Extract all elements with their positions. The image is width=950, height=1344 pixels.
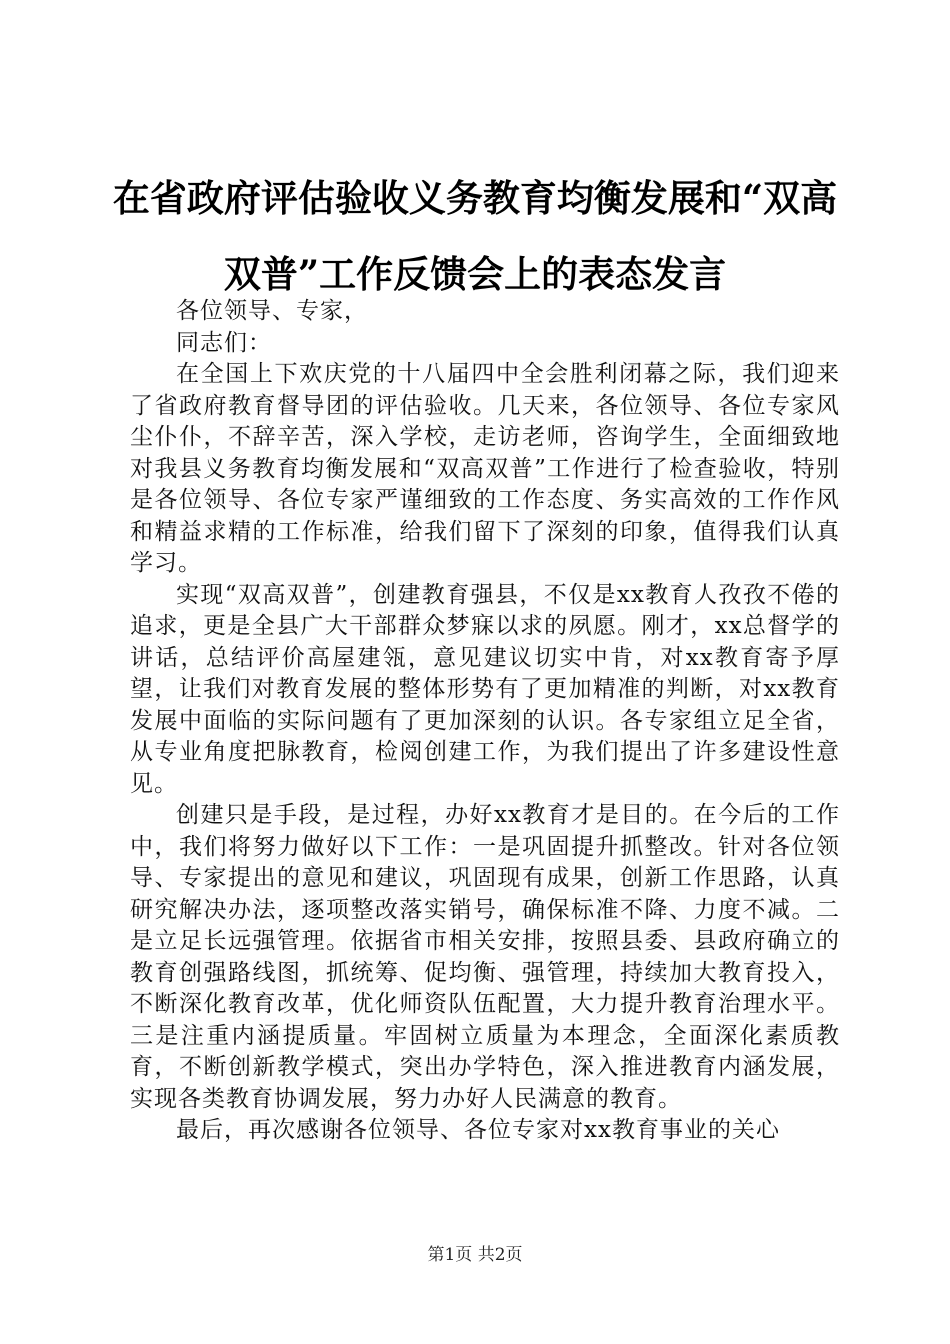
paragraph-1: 在全国上下欢庆党的十八届四中全会胜利闭幕之际，我们迎来了省政府教育督导团的评估验收。几天来，各位领导、各位专家风尘仆仆，不辞辛苦，深入学校，走访老师，咨询学生，全面细致地对我县义务教育均衡发展和“双高双普”工作进行了检查验收，特别是各位领导、各位专家严谨细致的工作态度、务实高效的工作作风和精益求精的工作标准，给我们留下了深刻的印象，值得我们认真学习。 (130, 361, 840, 576)
salutation-comrades: 同志们： (176, 329, 272, 356)
document-body (130, 296, 840, 1147)
paragraph-2: 实现“双高双普”，创建教育强县，不仅是xx教育人孜孜不倦的追求，更是全县广大干部群众梦寐以求的夙愿。刚才，xx总督学的讲话，总结评价高屋建瓴，意见建议切实中肯，对xx教育寄予厚望，让我们对教育发展的整体形势有了更加精准的判断，对xx教育发展中面临的实际问题有了更加深刻的认识。各专家组立足全省，从专业角度把脉教育，检阅创建工作，为我们提出了许多建设性意见。 (130, 581, 840, 797)
salutation-leaders: 各位领导、专家， (176, 298, 368, 324)
paragraph-3: 创建只是手段，是过程，办好xx教育才是目的。在今后的工作中，我们将努力做好以下工作：一是巩固提升抓整改。针对各位领导、专家提出的意见和建议，巩固现有成果，创新工作思路，认真研究解决办法，逐项整改落实销号，确保标准不降、力度不减。二是立足长远强管理。依据省市相关安排，按照县委、县政府确立的教育创强路线图，抓统筹、促均衡、强管理，持续加大教育投入，不断深化教育改革，优化师资队伍配置，大力提升教育治理水平。三是注重内涵提质量。牢固树立质量为本理念，全面深化素质教育，不断创新教学模式，突出办学特色，深入推进教育内涵发展，实现各类教育协调发展，努力办好人民满意的教育。 (130, 802, 840, 1112)
paragraph-4: 最后，再次感谢各位领导、各位专家对xx教育事业的关心 (176, 1117, 780, 1143)
page-number-footer: 第1页 共2页 (427, 1245, 523, 1265)
document-title: 在省政府评估验收义务教育均衡发展和“双高双普”工作反馈会上的表态发言 (112, 176, 838, 296)
